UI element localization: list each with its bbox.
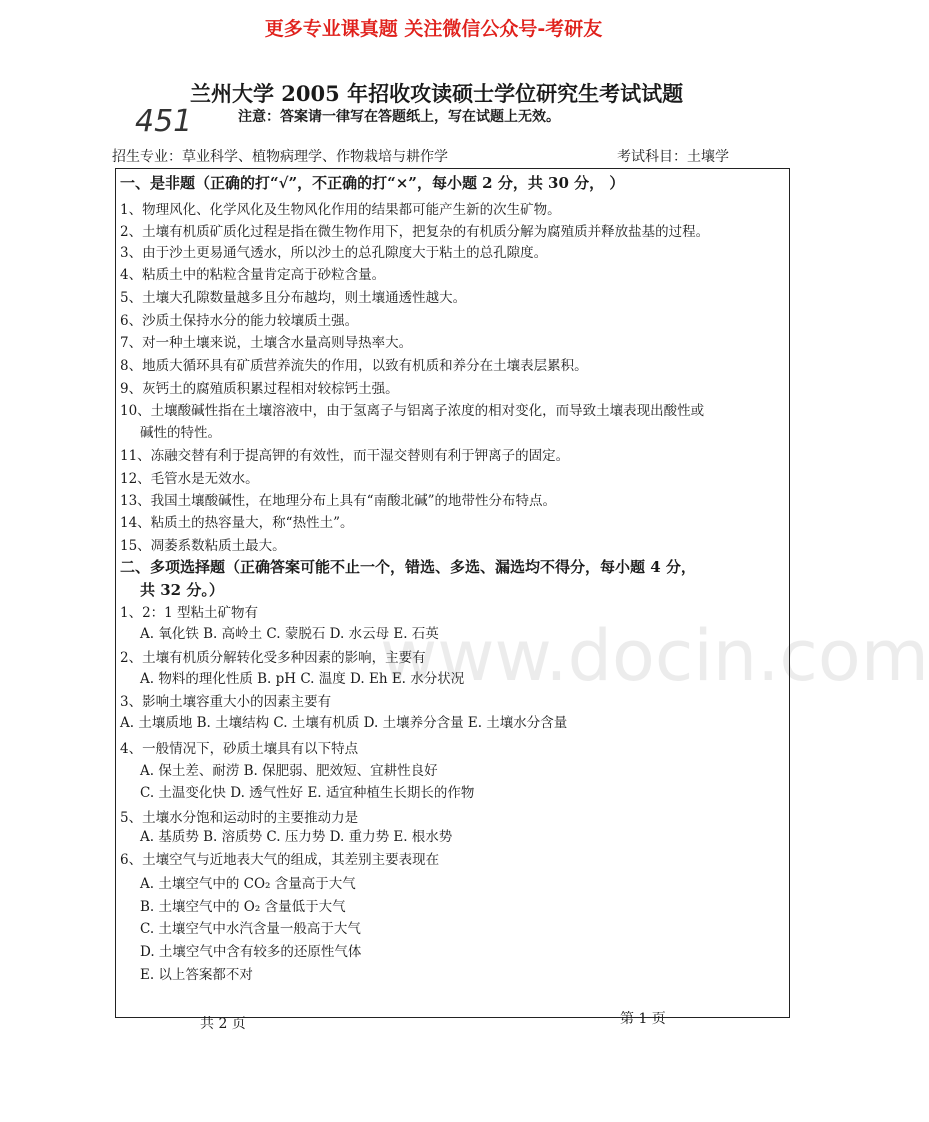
question-line: 碱性的特性。 xyxy=(140,425,221,441)
exam-subject: 考试科目：土壤学 xyxy=(617,149,729,165)
question-line: 4、一般情况下，砂质土壤具有以下特点 xyxy=(120,741,359,757)
question-line: B. 土壤空气中的 O₂ 含量低于大气 xyxy=(140,899,346,915)
question-line: 6、土壤空气与近地表大气的组成，其差别主要表现在 xyxy=(120,852,440,868)
question-line: 6、沙质土保持水分的能力较壤质土强。 xyxy=(120,313,359,329)
question-line: 4、粘质土中的粘粒含量肯定高于砂粒含量。 xyxy=(120,267,386,283)
question-line: 1、物理风化、化学风化及生物风化作用的结果都可能产生新的次生矿物。 xyxy=(120,202,561,218)
question-line: 12、毛管水是无效水。 xyxy=(120,471,259,487)
question-line: 10、土壤酸碱性指在土壤溶液中，由于氢离子与铝离子浓度的相对变化，而导致土壤表现出酸性或 xyxy=(120,403,705,419)
question-line: A. 物料的理化性质 B. pH C. 温度 D. Eh E. 水分状况 xyxy=(140,671,465,687)
question-line: 7、对一种土壤来说，土壤含水量高则导热率大。 xyxy=(120,335,413,351)
section-heading: 一、是非题（正确的打“√”，不正确的打“×”，每小题 2 分，共 30 分， ） xyxy=(120,174,625,192)
page-number: 第 1 页 xyxy=(620,1011,666,1027)
section-heading: 共 32 分。） xyxy=(140,581,224,599)
handwritten-code: 451 xyxy=(135,104,193,139)
question-line: C. 土壤空气中水汽含量一般高于大气 xyxy=(140,921,361,937)
question-line: 15、凋萎系数粘质土最大。 xyxy=(120,538,286,554)
question-line: 1、2：1 型粘土矿物有 xyxy=(120,605,259,621)
question-line: A. 土壤空气中的 CO₂ 含量高于大气 xyxy=(140,876,356,892)
question-line: A. 土壤质地 B. 土壤结构 C. 土壤有机质 D. 土壤养分含量 E. 土壤水分含量 xyxy=(120,715,568,731)
question-line: D. 土壤空气中含有较多的还原性气体 xyxy=(140,944,362,960)
question-line: 9、灰钙土的腐殖质积累过程相对较棕钙土强。 xyxy=(120,381,399,397)
question-line: A. 基质势 B. 溶质势 C. 压力势 D. 重力势 E. 根水势 xyxy=(140,829,453,845)
question-line: A. 氧化铁 B. 高岭土 C. 蒙脱石 D. 水云母 E. 石英 xyxy=(140,626,439,642)
question-line: 8、地质大循环具有矿质营养流失的作用，以致有机质和养分在土壤表层累积。 xyxy=(120,358,588,374)
exam-title: 兰州大学 2005 年招收攻读硕士学位研究生考试试题 xyxy=(190,81,684,106)
question-line: 3、影响土壤容重大小的因素主要有 xyxy=(120,694,332,710)
watermark: www.docin.com xyxy=(380,615,929,697)
section-heading: 二、多项选择题（正确答案可能不止一个，错选、多选、漏选均不得分，每小题 4 分， xyxy=(120,558,696,576)
question-line: 3、由于沙土更易通气透水，所以沙土的总孔隙度大于粘土的总孔隙度。 xyxy=(120,245,548,261)
exam-note: 注意：答案请一律写在答题纸上，写在试题上无效。 xyxy=(238,109,560,125)
question-line: 11、冻融交替有利于提高钾的有效性，而干湿交替则有利于钾离子的固定。 xyxy=(120,448,570,464)
question-line: 14、粘质土的热容量大，称“热性土”。 xyxy=(120,515,354,531)
enrollment-majors: 招生专业：草业科学、植物病理学、作物栽培与耕作学 xyxy=(112,149,448,165)
promo-banner: 更多专业课真题 关注微信公众号-考研友 xyxy=(264,18,603,40)
question-line: A. 保土差、耐涝 B. 保肥弱、肥效短、宜耕性良好 xyxy=(140,763,438,779)
total-pages: 共 2 页 xyxy=(200,1016,246,1032)
question-line: C. 土温变化快 D. 透气性好 E. 适宜种植生长期长的作物 xyxy=(140,785,475,801)
question-line: 2、土壤有机质矿质化过程是指在微生物作用下，把复杂的有机质分解为腐殖质并释放盐基的过程。 xyxy=(120,224,710,240)
question-line: 2、土壤有机质分解转化受多种因素的影响，主要有 xyxy=(120,650,426,666)
question-line: 13、我国土壤酸碱性，在地理分布上具有“南酸北碱”的地带性分布特点。 xyxy=(120,493,556,509)
question-line: 5、土壤水分饱和运动时的主要推动力是 xyxy=(120,810,359,826)
question-line: 5、土壤大孔隙数量越多且分布越均，则土壤通透性越大。 xyxy=(120,290,467,306)
question-line: E. 以上答案都不对 xyxy=(140,967,253,983)
